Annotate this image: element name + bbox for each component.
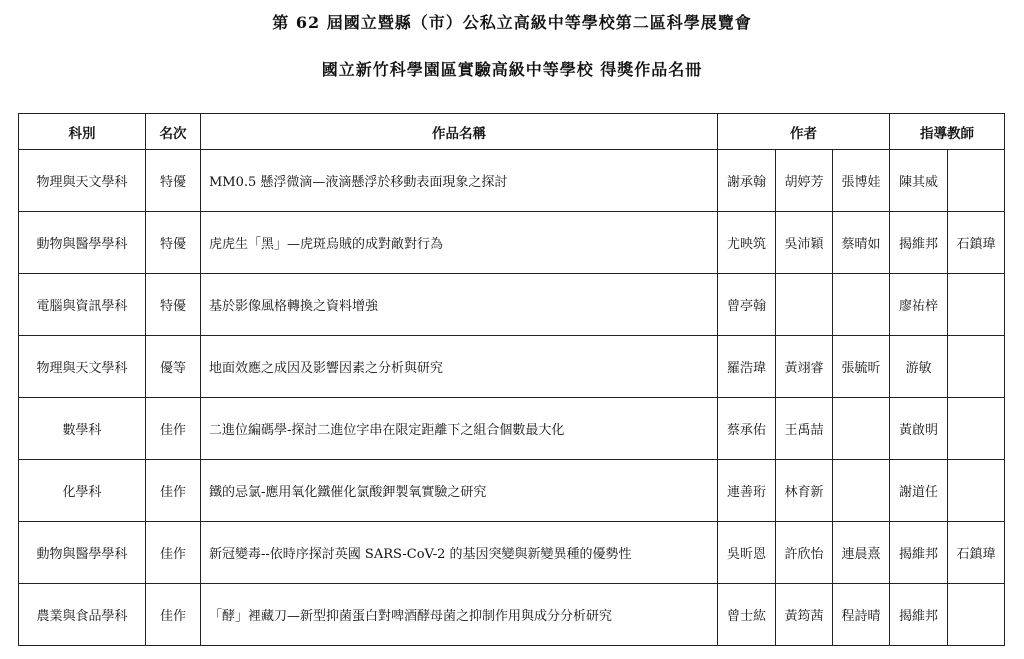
subject-cell: 農業與食品學科 xyxy=(19,584,146,646)
author-cell xyxy=(833,274,890,336)
advisor-cell xyxy=(948,336,1005,398)
author-cell: 王禹喆 xyxy=(776,398,833,460)
table-row xyxy=(19,150,1005,212)
rank-cell: 特優 xyxy=(146,274,201,336)
author-cell: 吳沛穎 xyxy=(776,212,833,274)
work-title-cell: MM0.5 懸浮微滴—液滴懸浮於移動表面現象之探討 xyxy=(201,150,718,212)
author-cell: 蔡晴如 xyxy=(833,212,890,274)
work-title-cell: 基於影像風格轉換之資料增強 xyxy=(201,274,718,336)
author-cell xyxy=(776,274,833,336)
advisor-cell: 揭維邦 xyxy=(890,584,948,646)
work-title-cell: 鐵的忌氯-應用氧化鐵催化氯酸鉀製氧實驗之研究 xyxy=(201,460,718,522)
table-row xyxy=(19,584,1005,646)
document-title: 第 62 屆國立暨縣（市）公私立高級中等學校第二區科學展覽會 xyxy=(272,13,752,32)
award-table xyxy=(18,113,1005,646)
rank-cell: 佳作 xyxy=(146,460,201,522)
work-title-cell: 虎虎生「黑」—虎斑烏賊的成對敵對行為 xyxy=(201,212,718,274)
author-cell: 黃筠茜 xyxy=(776,584,833,646)
author-cell: 尤映筑 xyxy=(718,212,776,274)
subject-cell: 電腦與資訊學科 xyxy=(19,274,146,336)
subject-cell: 動物與醫學學科 xyxy=(19,522,146,584)
author-cell: 張博娃 xyxy=(833,150,890,212)
author-cell: 羅浩瑋 xyxy=(718,336,776,398)
author-cell xyxy=(833,460,890,522)
table-row xyxy=(19,274,1005,336)
work-title-cell: 地面效應之成因及影響因素之分析與研究 xyxy=(201,336,718,398)
header-advisors: 指導教師 xyxy=(890,114,1005,150)
subject-cell: 動物與醫學學科 xyxy=(19,212,146,274)
rank-cell: 特優 xyxy=(146,212,201,274)
advisor-cell xyxy=(948,398,1005,460)
work-title-cell: 二進位編碼學-探討二進位字串在限定距離下之組合個數最大化 xyxy=(201,398,718,460)
advisor-cell: 揭維邦 xyxy=(890,522,948,584)
advisor-cell xyxy=(948,460,1005,522)
author-cell: 黃翊睿 xyxy=(776,336,833,398)
author-cell: 連善珩 xyxy=(718,460,776,522)
author-cell: 謝承翰 xyxy=(718,150,776,212)
table-row xyxy=(19,212,1005,274)
rank-cell: 佳作 xyxy=(146,584,201,646)
author-cell xyxy=(833,398,890,460)
subject-cell: 數學科 xyxy=(19,398,146,460)
author-cell: 程詩晴 xyxy=(833,584,890,646)
rank-cell: 佳作 xyxy=(146,522,201,584)
rank-cell: 優等 xyxy=(146,336,201,398)
author-cell: 蔡承佑 xyxy=(718,398,776,460)
advisor-cell: 揭維邦 xyxy=(890,212,948,274)
table-row xyxy=(19,336,1005,398)
table-row xyxy=(19,460,1005,522)
document-subtitle: 國立新竹科學園區實驗高級中等學校 得獎作品名冊 xyxy=(321,60,703,79)
subject-cell: 物理與天文學科 xyxy=(19,336,146,398)
table-row xyxy=(19,522,1005,584)
header-authors: 作者 xyxy=(718,114,890,150)
work-title-cell: 「酵」裡藏刀—新型抑菌蛋白對啤酒酵母菌之抑制作用與成分分析研究 xyxy=(201,584,718,646)
advisor-cell: 陳其威 xyxy=(890,150,948,212)
author-cell: 吳昕恩 xyxy=(718,522,776,584)
advisor-cell: 石鎮瑋 xyxy=(948,212,1005,274)
header-work: 作品名稱 xyxy=(201,114,718,150)
advisor-cell: 游敏 xyxy=(890,336,948,398)
author-cell: 許欣怡 xyxy=(776,522,833,584)
author-cell: 林育新 xyxy=(776,460,833,522)
author-cell: 曾士紘 xyxy=(718,584,776,646)
author-cell: 胡婷芳 xyxy=(776,150,833,212)
header-row xyxy=(19,114,1005,150)
rank-cell: 特優 xyxy=(146,150,201,212)
advisor-cell: 廖祐梓 xyxy=(890,274,948,336)
advisor-cell: 黃啟明 xyxy=(890,398,948,460)
advisor-cell xyxy=(948,584,1005,646)
author-cell: 曾亭翰 xyxy=(718,274,776,336)
advisor-cell: 謝道任 xyxy=(890,460,948,522)
advisor-cell: 石鎮瑋 xyxy=(948,522,1005,584)
subject-cell: 物理與天文學科 xyxy=(19,150,146,212)
rank-cell: 佳作 xyxy=(146,398,201,460)
author-cell: 張毓昕 xyxy=(833,336,890,398)
header-rank: 名次 xyxy=(146,114,201,150)
table-row xyxy=(19,398,1005,460)
work-title-cell: 新冠變毒--依時序探討英國 SARS-CoV-2 的基因突變與新變異種的優勢性 xyxy=(201,522,718,584)
subject-cell: 化學科 xyxy=(19,460,146,522)
author-cell: 連晨熹 xyxy=(833,522,890,584)
advisor-cell xyxy=(948,150,1005,212)
advisor-cell xyxy=(948,274,1005,336)
header-subject: 科別 xyxy=(19,114,146,150)
